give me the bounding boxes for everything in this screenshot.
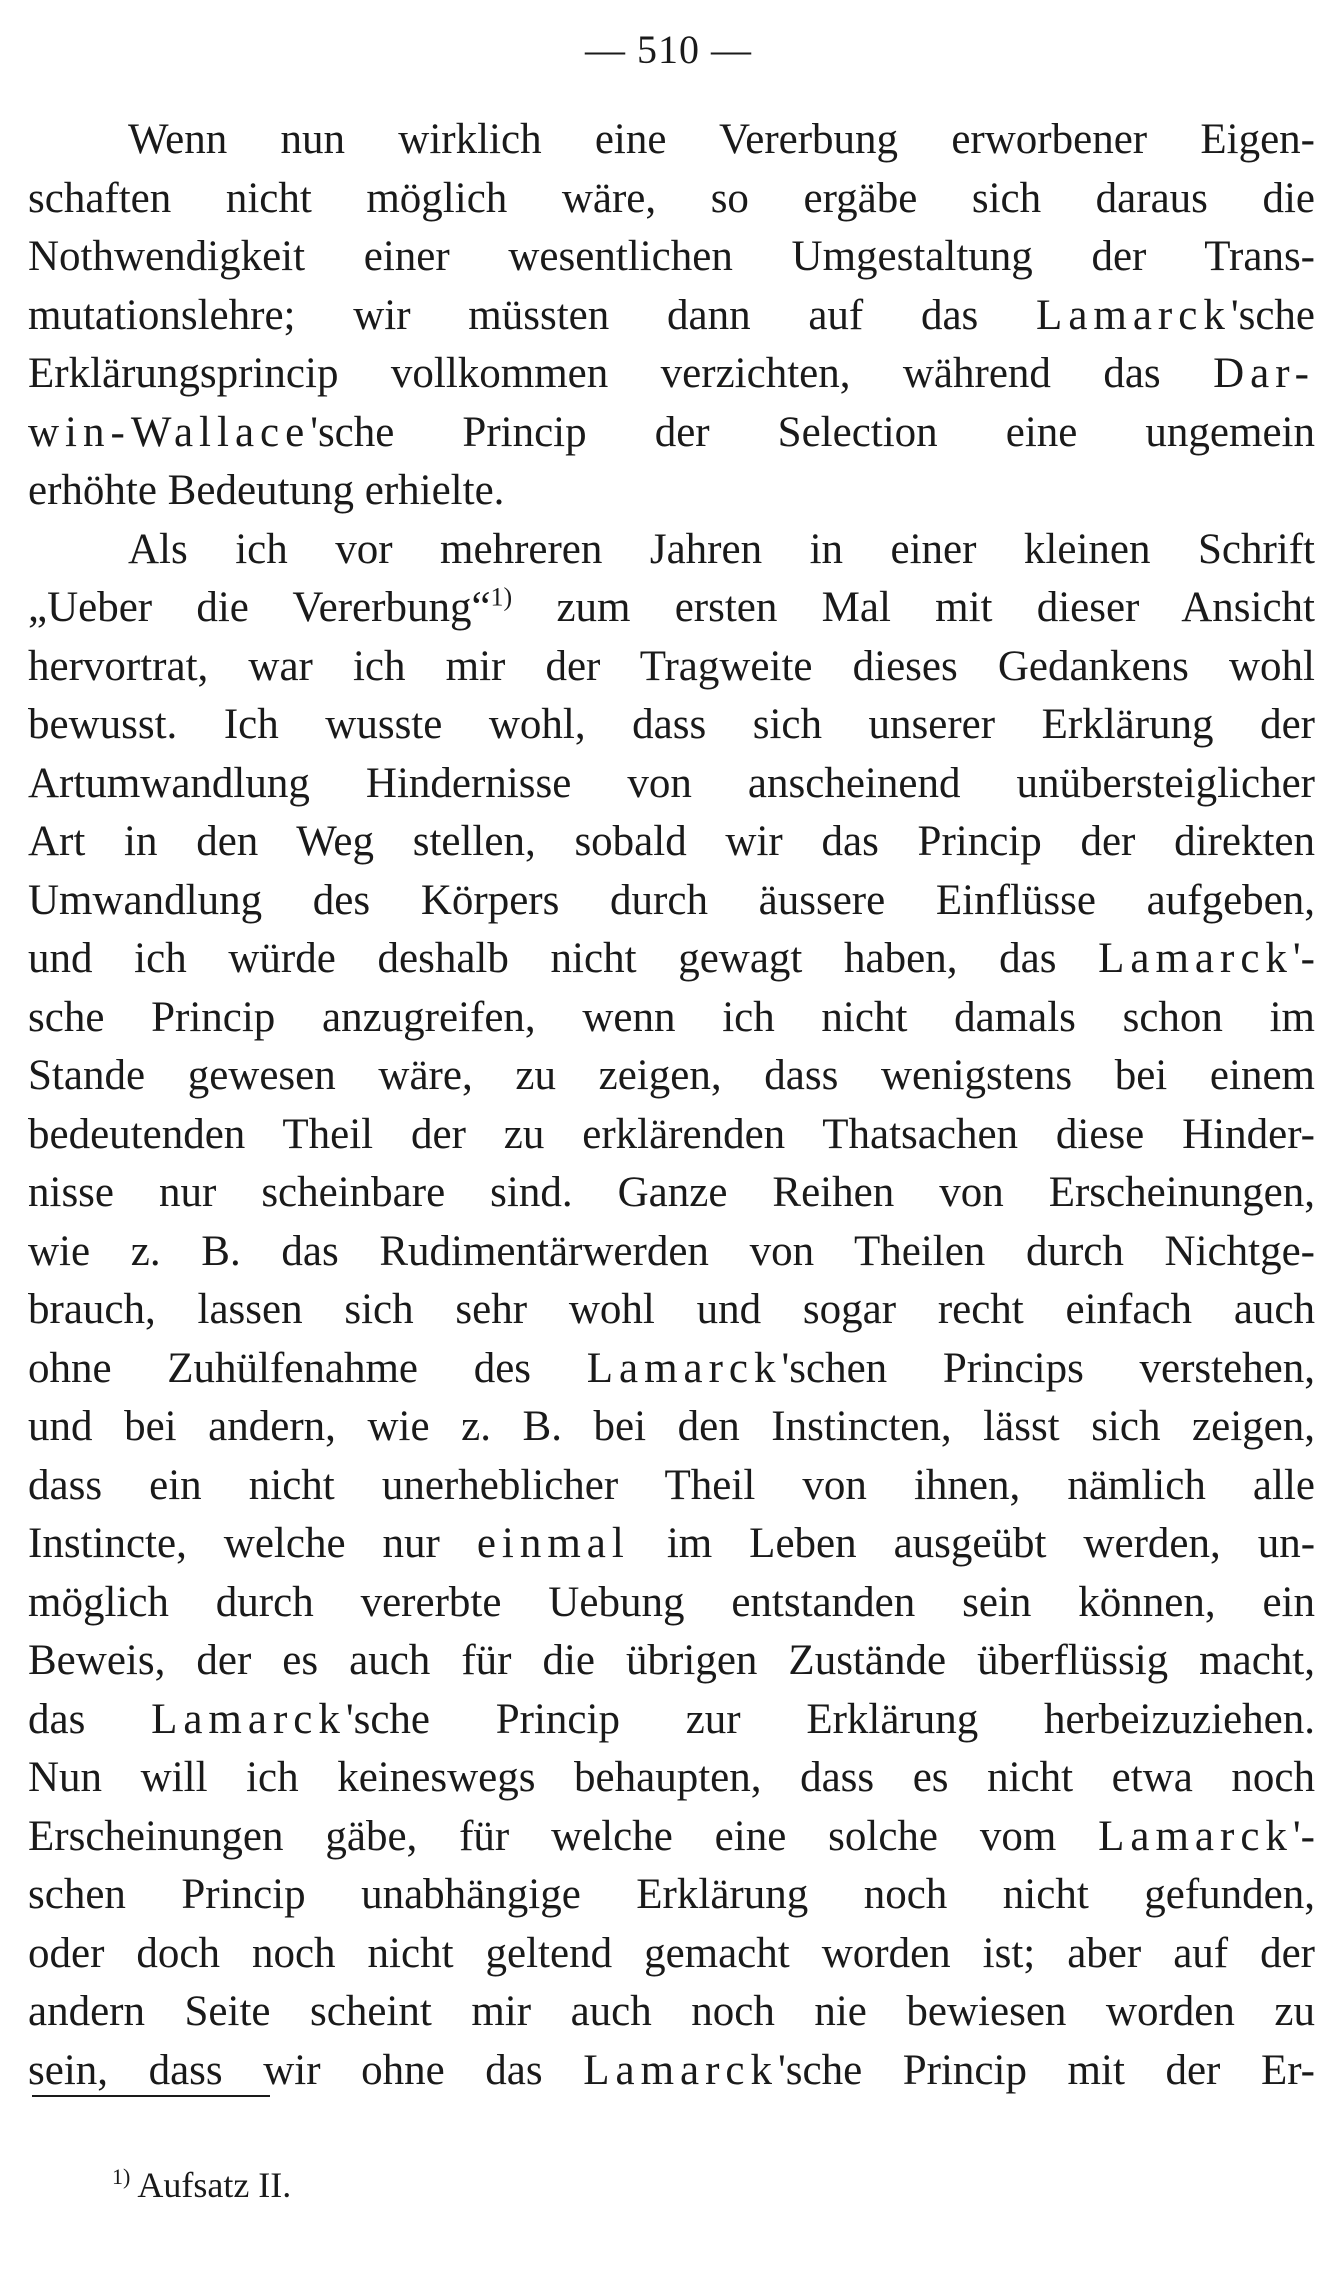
text-line bbox=[28, 1925, 1315, 1984]
text-fragment: und ich würde deshalb nicht gewagt haben, das bbox=[28, 935, 1099, 982]
name-lamarck: Lamarck bbox=[1098, 1812, 1293, 1860]
text-fragment: möglich durch vererbte Uebung entstanden sein können, ein bbox=[28, 1578, 1315, 1626]
page-number: — 510 — bbox=[585, 27, 752, 72]
text-line bbox=[28, 1457, 1315, 1516]
text-fragment: brauch, lassen sich sehr wohl und sogar recht einfach auch bbox=[28, 1286, 1315, 1333]
text-fragment: 'sche Princip der Selection eine ungemein bbox=[310, 408, 1315, 456]
text-fragment: 'sche Princip zur Erklärung herbeizuziehen. bbox=[345, 1695, 1315, 1743]
text-fragment: bewusst. Ich wusste wohl, dass sich unserer Erklärung der bbox=[28, 701, 1315, 748]
text-line bbox=[28, 170, 1315, 229]
text-fragment: 'schen Princips verstehen, bbox=[781, 1344, 1316, 1392]
text-line bbox=[28, 462, 1315, 521]
text-line bbox=[28, 696, 1315, 755]
text-line bbox=[28, 111, 1315, 170]
name-lamarck: Lamarck bbox=[586, 1344, 782, 1392]
text-line bbox=[28, 1281, 1315, 1340]
text-fragment: Beweis, der es auch für die übrigen Zustände überflüssig macht, bbox=[28, 1637, 1315, 1684]
text-line bbox=[28, 1398, 1315, 1457]
text-fragment: ohne Zuhülfenahme des bbox=[28, 1344, 587, 1392]
text-fragment: Instincte, welche nur bbox=[28, 1520, 477, 1567]
text-line bbox=[28, 1047, 1315, 1106]
text-line bbox=[28, 404, 1315, 463]
text-fragment: schaften nicht möglich wäre, so ergäbe sich daraus die bbox=[28, 174, 1315, 222]
text-line bbox=[28, 287, 1315, 346]
name-lamarck: Lamarck bbox=[1036, 291, 1231, 339]
text-fragment: bedeutenden Theil der zu erklärenden Thatsachen diese Hinder- bbox=[28, 1110, 1315, 1158]
text-fragment: Erscheinungen gäbe, für welche eine solche vom bbox=[28, 1812, 1099, 1860]
text-fragment: zum ersten Mal mit dieser Ansicht bbox=[512, 584, 1315, 631]
text-fragment: Wenn nun wirklich eine Vererbung erworbener Eigen- bbox=[128, 116, 1315, 163]
text-fragment: andern Seite scheint mir auch noch nie bewiesen worden zu bbox=[28, 1988, 1315, 2035]
emphasis-einmal: einmal bbox=[476, 1520, 630, 1567]
text-line bbox=[28, 638, 1315, 697]
text-fragment: schen Princip unabhängige Erklärung noch nicht gefunden, bbox=[28, 1871, 1315, 1918]
text-line bbox=[28, 1574, 1315, 1633]
text-fragment: und bei andern, wie z. B. bei den Instincten, lässt sich zeigen, bbox=[28, 1403, 1315, 1450]
name-darwin-wallace: win-Wallace bbox=[28, 408, 311, 456]
text-fragment: Umwandlung des Körpers durch äussere Einflüsse aufgeben, bbox=[28, 876, 1315, 924]
name-lamarck: Lamarck bbox=[1098, 935, 1293, 982]
text-fragment: Erklärungsprincip vollkommen verzichten, während das bbox=[28, 350, 1214, 397]
text-fragment: Als ich vor mehreren Jahren in einer kleinen Schrift bbox=[128, 525, 1315, 573]
text-fragment: Artumwandlung Hindernisse von anscheinend unübersteiglicher bbox=[28, 759, 1315, 807]
text-fragment: sche Princip anzugreifen, wenn ich nicht damals schon im bbox=[28, 993, 1315, 1041]
text-line bbox=[28, 1223, 1315, 1282]
text-fragment: hervortrat, war ich mir der Tragweite dieses Gedankens wohl bbox=[28, 642, 1315, 690]
footnote-text: Aufsatz II. bbox=[130, 2165, 292, 2205]
text-fragment: 'sche bbox=[1230, 291, 1315, 339]
text-line bbox=[28, 930, 1315, 989]
text-fragment: Art in den Weg stellen, sobald wir das Princip der direkten bbox=[28, 818, 1315, 865]
text-fragment: '- bbox=[1292, 1812, 1315, 1860]
footnote-divider bbox=[32, 2095, 270, 2097]
text-fragment: Nothwendigkeit einer wesentlichen Umgestaltung der Trans- bbox=[28, 233, 1315, 280]
text-fragment: „Ueber die Vererbung“ bbox=[28, 584, 491, 631]
text-line bbox=[28, 1983, 1315, 2042]
body-text bbox=[28, 111, 1315, 2100]
text-line bbox=[28, 755, 1315, 814]
text-line bbox=[28, 1691, 1315, 1750]
name-darwin: Dar- bbox=[1213, 350, 1315, 397]
text-line bbox=[28, 1749, 1315, 1808]
text-fragment: sein, dass wir ohne das bbox=[28, 2046, 584, 2094]
text-fragment: wie z. B. das Rudimentärwerden von Theilen durch Nichtge- bbox=[28, 1227, 1315, 1275]
text-line bbox=[28, 1632, 1315, 1691]
footnote-reference: 1) bbox=[490, 582, 513, 612]
text-line bbox=[28, 1808, 1315, 1867]
footnote bbox=[112, 2160, 291, 2210]
text-line bbox=[28, 872, 1315, 931]
paragraph-1 bbox=[28, 111, 1315, 521]
text-line bbox=[28, 813, 1315, 872]
text-fragment: Nun will ich keineswegs behaupten, dass es nicht etwa noch bbox=[28, 1754, 1315, 1801]
text-line bbox=[28, 1340, 1315, 1399]
text-line bbox=[28, 1106, 1315, 1165]
text-fragment: mutationslehre; wir müssten dann auf das bbox=[28, 291, 1037, 339]
text-line bbox=[28, 989, 1315, 1048]
text-line bbox=[28, 2042, 1315, 2101]
text-line bbox=[28, 579, 1315, 638]
text-fragment: im Leben ausgeübt werden, un- bbox=[629, 1520, 1316, 1567]
text-fragment: 'sche Princip mit der Er- bbox=[778, 2046, 1316, 2094]
text-fragment: dass ein nicht unerheblicher Theil von ihnen, nämlich alle bbox=[28, 1461, 1315, 1509]
name-lamarck: Lamarck bbox=[151, 1695, 346, 1743]
text-line bbox=[28, 1866, 1315, 1925]
text-line bbox=[28, 228, 1315, 287]
text-line bbox=[28, 521, 1315, 580]
text-line bbox=[28, 345, 1315, 404]
text-fragment: oder doch noch nicht geltend gemacht worden ist; aber auf der bbox=[28, 1929, 1315, 1977]
name-lamarck: Lamarck bbox=[583, 2046, 779, 2094]
text-fragment: das bbox=[28, 1695, 152, 1743]
text-fragment: '- bbox=[1292, 935, 1315, 982]
footnote-marker: 1) bbox=[112, 2164, 131, 2189]
text-line bbox=[28, 1164, 1315, 1223]
text-line bbox=[28, 1515, 1315, 1574]
text-fragment: erhöhte Bedeutung erhielte. bbox=[28, 467, 505, 514]
text-fragment: nisse nur scheinbare sind. Ganze Reihen von Erscheinungen, bbox=[28, 1169, 1315, 1216]
text-fragment: Stande gewesen wäre, zu zeigen, dass wenigstens bei einem bbox=[28, 1052, 1315, 1099]
paragraph-2 bbox=[28, 521, 1315, 2101]
